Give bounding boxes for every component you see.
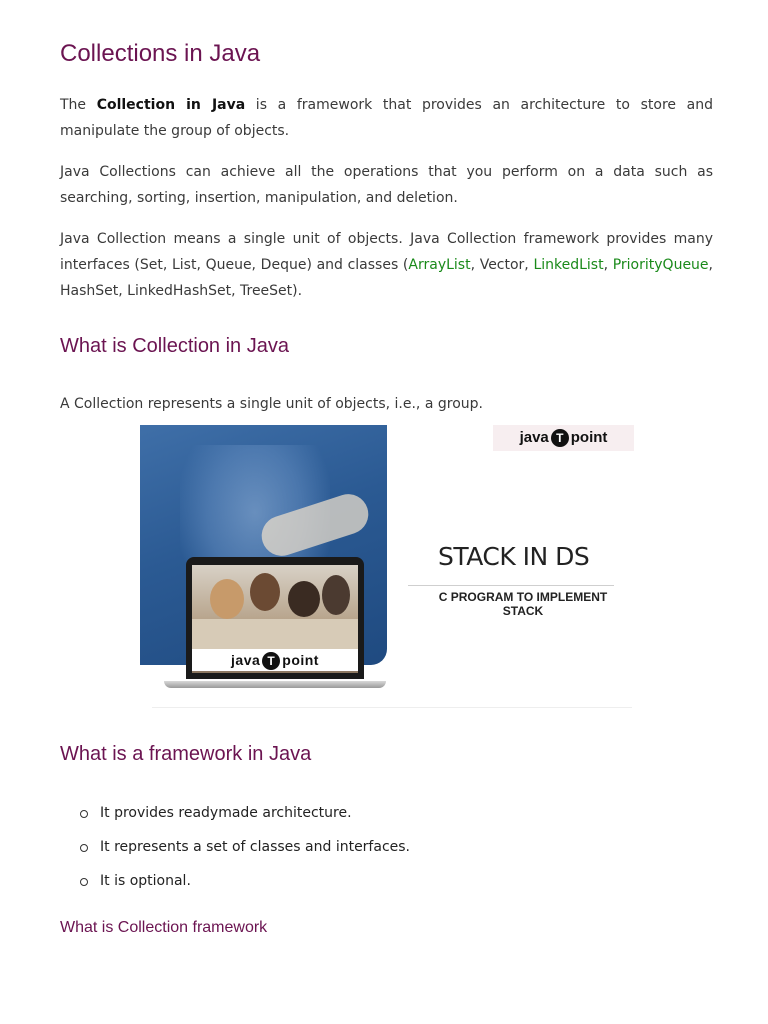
list-item: It is optional. bbox=[78, 868, 410, 902]
collection-description: A Collection represents a single unit of objects, i.e., a group. bbox=[60, 396, 483, 412]
list-item: It provides readymade architecture. bbox=[78, 800, 410, 834]
laptop-brand-right: point bbox=[282, 652, 319, 668]
tpoint-logo-icon: T bbox=[551, 429, 569, 447]
intro-paragraph-1 bbox=[60, 92, 713, 144]
list-item: It represents a set of classes and interfaces. bbox=[78, 834, 410, 868]
intro-p3-post: , HashSet, LinkedHashSet, TreeSet). bbox=[60, 257, 713, 299]
page-title: Collections in Java bbox=[60, 40, 261, 67]
intro-p3-sep1: , Vector, bbox=[470, 257, 534, 273]
section-heading-collection: What is Collection in Java bbox=[60, 335, 289, 357]
student-figure bbox=[322, 575, 350, 615]
ad-headline: STACK IN DS bbox=[438, 542, 590, 571]
ad-subline: C PROGRAM TO IMPLEMENT STACK bbox=[438, 590, 608, 618]
laptop-brand-logo bbox=[192, 649, 358, 671]
laptop-image bbox=[186, 557, 364, 679]
tpoint-logo-icon: T bbox=[262, 652, 280, 670]
intro-p1-pre: The bbox=[60, 97, 97, 113]
ad-banner[interactable] bbox=[140, 425, 634, 710]
laptop-base bbox=[164, 681, 386, 688]
brand-top-left: java bbox=[519, 429, 549, 446]
framework-bullet-list bbox=[78, 800, 410, 902]
intro-p3-sep2: , bbox=[603, 257, 613, 273]
ad-brand-logo bbox=[493, 425, 634, 451]
brand-top-right: point bbox=[570, 429, 608, 446]
intro-p3-pre: Java Collection means a single unit of objects. Java Collection framework provides many interfaces (Set, List, Queue, Deque) and classes ( bbox=[60, 231, 713, 273]
priorityqueue-link[interactable]: PriorityQueue bbox=[612, 257, 709, 273]
intro-paragraph-2: Java Collections can achieve all the operations that you perform on a data such as searching, sorting, insertion, manipulation, and deletion. bbox=[60, 164, 713, 206]
student-figure bbox=[288, 581, 320, 617]
section-heading-framework: What is a framework in Java bbox=[60, 743, 312, 765]
intro-paragraph-3 bbox=[60, 226, 713, 304]
student-figure bbox=[250, 573, 280, 611]
ad-bottom-divider bbox=[152, 707, 632, 708]
ad-divider bbox=[408, 585, 614, 586]
arraylist-link[interactable]: ArrayList bbox=[408, 257, 471, 273]
linkedlist-link[interactable]: LinkedList bbox=[533, 257, 604, 273]
desk bbox=[192, 619, 358, 653]
intro-p1-post: is a framework that provides an architecture to store and manipulate the group of objects. bbox=[60, 97, 713, 139]
section-heading-collection-framework: What is Collection framework bbox=[60, 919, 268, 936]
student-figure bbox=[210, 579, 244, 619]
laptop-brand-left: java bbox=[231, 652, 261, 668]
intro-p1-bold: Collection in Java bbox=[96, 97, 246, 113]
